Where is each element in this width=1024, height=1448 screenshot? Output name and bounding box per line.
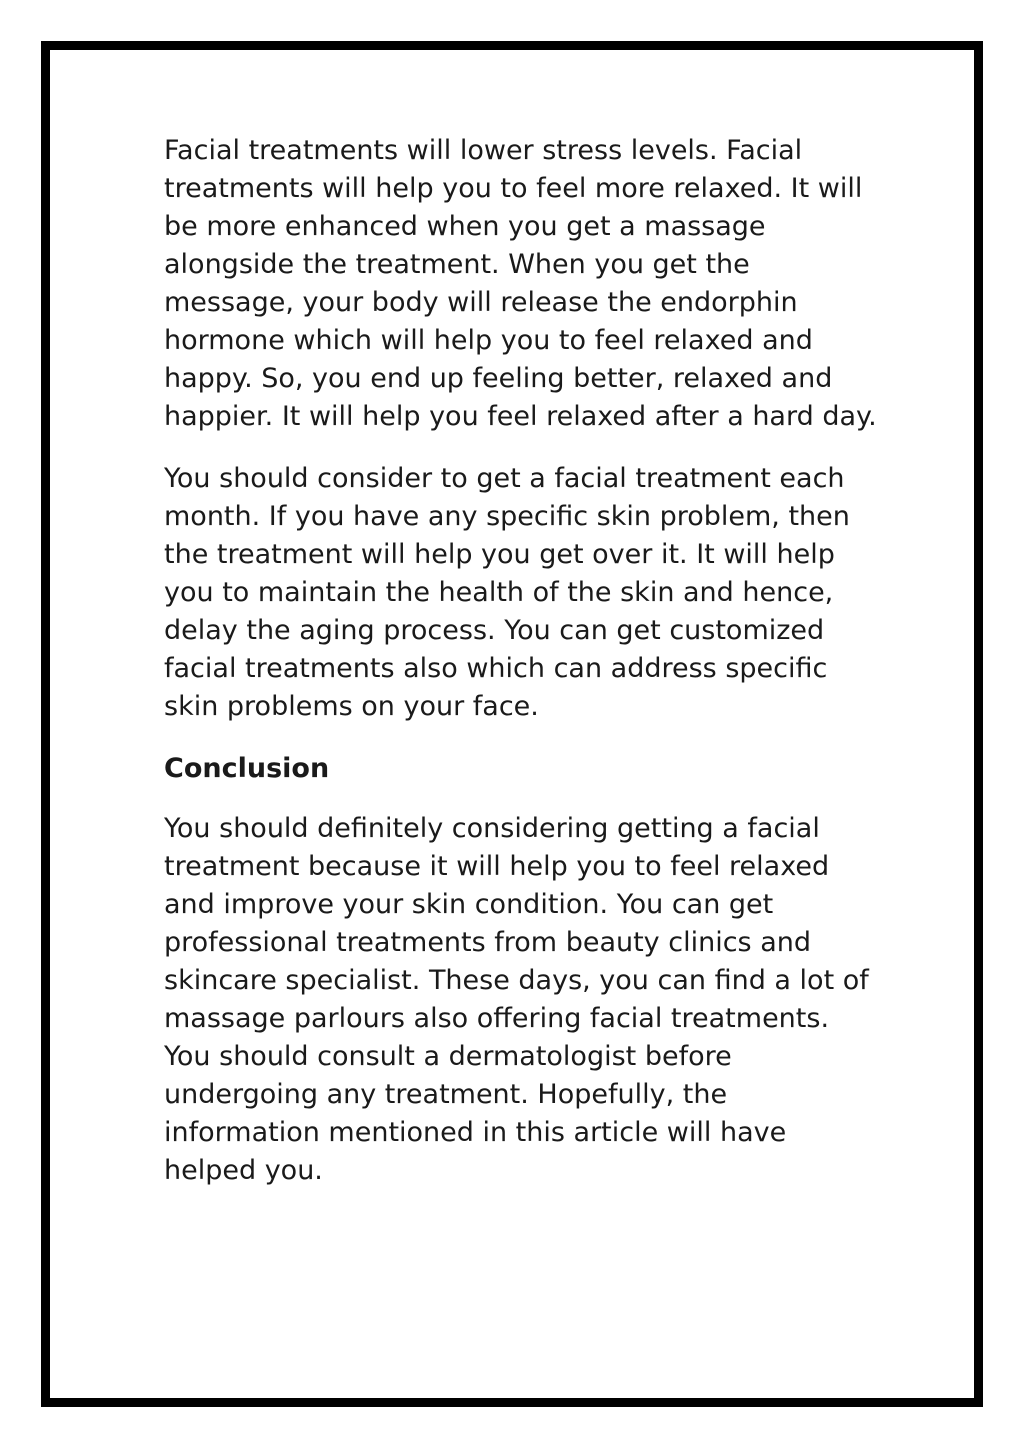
conclusion-heading: Conclusion [164, 753, 330, 784]
paragraph-monthly-treatment: You should consider to get a facial treatment each month. If you have any specific skin problem, then the treatment will help you get over it. It will help you to maintain the health of the skin and hence, delay the aging process. You can get customized facial treatments also which can address specific skin problems on your face. [164, 463, 850, 722]
paragraph-conclusion: You should definitely considering getting a facial treatment because it will help you to feel relaxed and improve your skin condition. You can get professional treatments from beauty clinics and skincare specialist. These days, you can find a lot of massage parlours also offering facial treatments. You should consult a dermatologist before undergoing any treatment. Hopefully, the information mentioned in this article will have helped you. [164, 813, 869, 1186]
document-body [164, 132, 884, 1214]
paragraph-stress: Facial treatments will lower stress levels. Facial treatments will help you to feel more relaxed. It will be more enhanced when you get a massage alongside the treatment. When you get the message, your body will release the endorphin hormone which will help you to feel relaxed and happy. So, you end up feeling better, relaxed and happier. It will help you feel relaxed after a hard day. [164, 135, 877, 432]
page-frame [41, 41, 983, 1407]
